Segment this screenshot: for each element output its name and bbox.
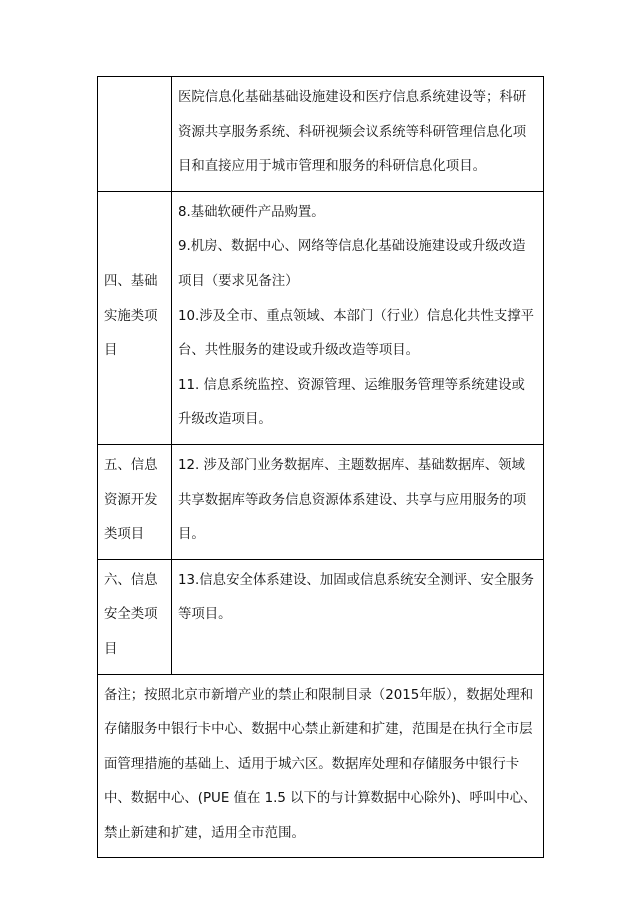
item-text: 11. 信息系统监控、资源管理、运维服务管理等系统建设或升级改造项目。 [178, 377, 525, 428]
item-text: 10.涉及全市、重点领域、本部门（行业）信息化共性支撑平台、共性服务的建设或升级改造等项目。 [178, 308, 535, 359]
note-cell: 备注；按照北京市新增产业的禁止和限制目录（2015年版），数据处理和存储服务中银行卡中心、数据中心禁止新建和扩建，范围是在执行全市层面管理措施的基础上、适用于城六区。数据库处理和存储服务中银行卡中、数据中心、(PUE 值在 1.5 以下的与计算数据中心除外)、呼叫中心、禁止新建和扩建，适用全市范围。 [98, 674, 544, 858]
content-cell [172, 191, 544, 444]
item-text: 13.信息安全体系建设、加固或信息系统安全测评、安全服务等项目。 [178, 572, 535, 623]
category-cell: 四、基础实施类项目 [98, 191, 172, 444]
item-text: 8.基础软硬件产品购置。 [178, 204, 325, 220]
content-cell [172, 444, 544, 559]
table-row [98, 191, 544, 444]
category-cell: 六、信息安全类项目 [98, 559, 172, 674]
table-row [98, 444, 544, 559]
category-cell: 五、信息资源开发类项目 [98, 444, 172, 559]
item-text: 医院信息化基础基础设施建设和医疗信息系统建设等；科研资源共享服务系统、科研视频会议系统等科研管理信息化项目和直接应用于城市管理和服务的科研信息化项目。 [178, 90, 527, 175]
table-row [98, 674, 544, 858]
item-text: 12. 涉及部门业务数据库、主题数据库、基础数据库、领域共享数据库等政务信息资源体系建设、共享与应用服务的项目。 [178, 457, 527, 543]
content-cell [172, 77, 544, 192]
content-cell [172, 559, 544, 674]
item-text: 9.机房、数据中心、网络等信息化基础设施建设或升级改造项目（要求见备注） [178, 239, 526, 289]
table-row [98, 559, 544, 674]
category-cell [98, 77, 172, 192]
project-category-table [97, 76, 544, 858]
table-row [98, 77, 544, 192]
